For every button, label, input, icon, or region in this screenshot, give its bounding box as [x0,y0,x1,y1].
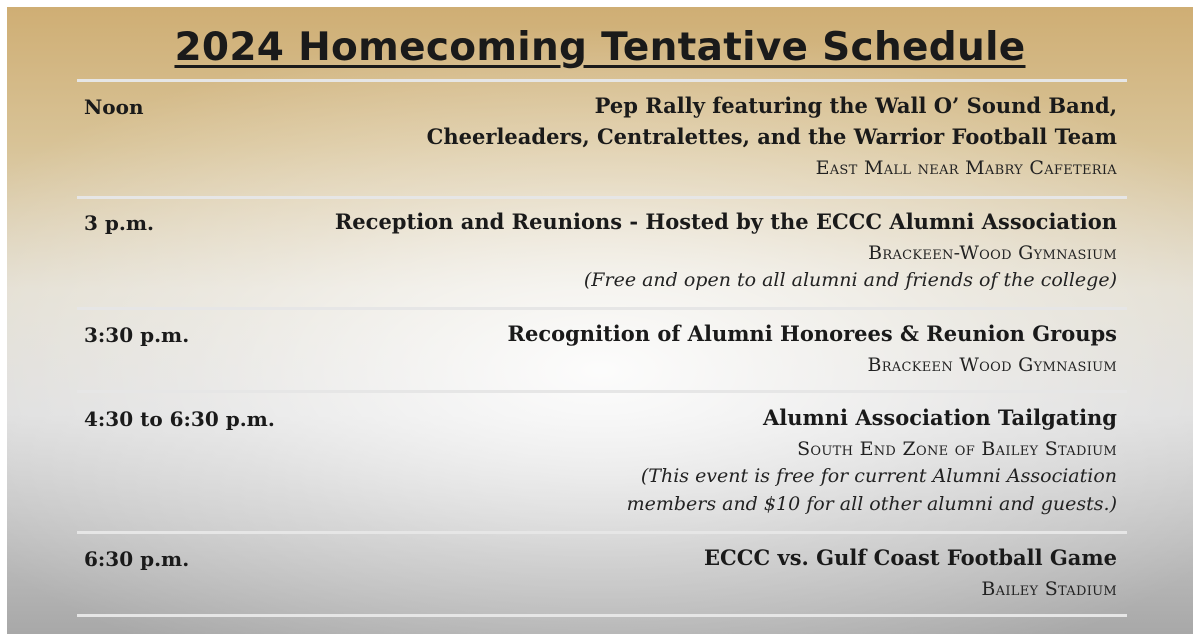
event-title: Reception and Reunions - Hosted by the ECCC Alumni Association [334,209,1117,234]
event-location: Bailey Stadium [981,578,1117,600]
event-time: 3:30 p.m. [84,323,190,347]
divider [77,614,1127,617]
divider [77,531,1127,534]
divider [77,79,1127,82]
event-time: 4:30 to 6:30 p.m. [84,407,275,431]
event-note: members and $10 for all other alumni and guests.) [626,493,1117,515]
event-title: Cheerleaders, Centralettes, and the Warrior Football Team [426,124,1117,149]
event-title: Recognition of Alumni Honorees & Reunion Groups [507,321,1117,346]
event-time: Noon [84,95,144,119]
event-location: East Mall near Mabry Cafeteria [815,157,1117,179]
event-location: Brackeen Wood Gymnasium [867,354,1117,376]
event-note: (Free and open to all alumni and friends of the college) [583,269,1117,291]
event-time: 6:30 p.m. [84,547,190,571]
page-title: 2024 Homecoming Tentative Schedule [174,25,1026,70]
event-note: (This event is free for current Alumni Association [640,465,1117,487]
divider [77,307,1127,310]
schedule-card [7,7,1193,634]
event-title: ECCC vs. Gulf Coast Football Game [704,545,1117,570]
divider [77,196,1127,199]
event-title: Pep Rally featuring the Wall O’ Sound Band, [594,93,1117,118]
event-time: 3 p.m. [84,211,154,235]
event-title: Alumni Association Tailgating [763,405,1117,430]
event-location: South End Zone of Bailey Stadium [797,438,1117,460]
divider [77,390,1127,393]
event-location: Brackeen-Wood Gymnasium [868,242,1117,264]
